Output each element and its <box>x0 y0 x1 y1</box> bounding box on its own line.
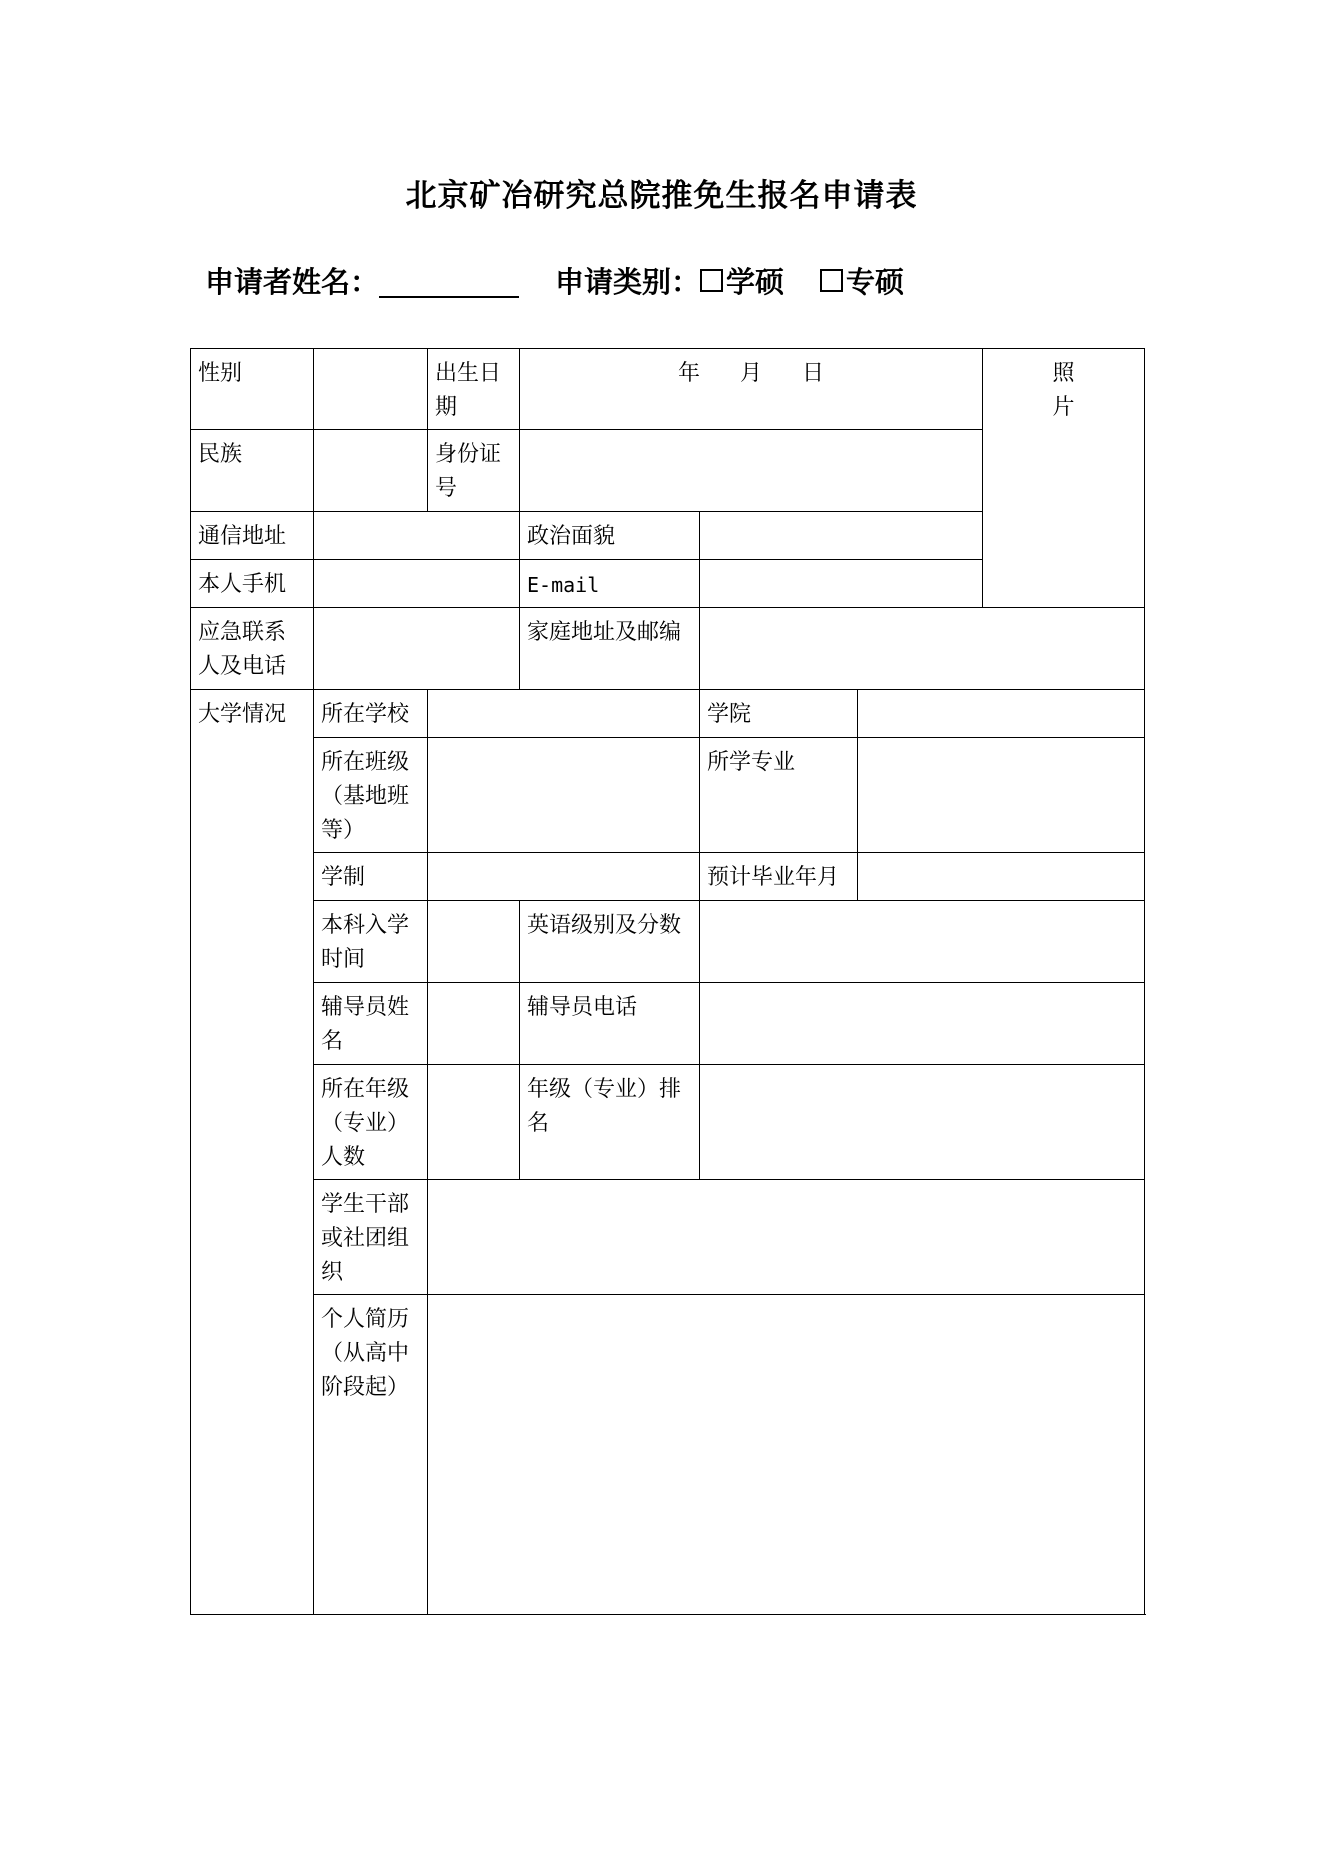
college-label: 学院 <box>700 690 858 738</box>
student-leader-field[interactable] <box>428 1180 1145 1295</box>
english-level-field[interactable] <box>700 901 1145 983</box>
political-status-field[interactable] <box>700 512 983 560</box>
enrollment-time-label: 本科入学时间 <box>314 901 428 983</box>
home-address-field[interactable] <box>700 608 1145 690</box>
class-field[interactable] <box>428 738 700 853</box>
category-label: 申请类别： <box>555 264 701 299</box>
political-status-label: 政治面貌 <box>520 512 700 560</box>
academic-checkbox[interactable] <box>700 269 723 292</box>
student-leader-label: 学生干部或社团组织 <box>314 1180 428 1295</box>
photo-label: 照片 <box>1052 361 1075 420</box>
grade-size-label: 所在年级（专业）人数 <box>314 1065 428 1180</box>
month-label: 月 <box>740 361 763 386</box>
emergency-contact-field[interactable] <box>314 608 520 690</box>
applicant-header <box>205 257 904 303</box>
resume-field[interactable] <box>428 1295 1145 1615</box>
email-label: E-mail <box>520 560 700 608</box>
emergency-contact-label: 应急联系人及电话 <box>191 608 314 690</box>
program-length-label: 学制 <box>314 853 428 901</box>
expected-graduation-field[interactable] <box>858 853 1145 901</box>
birth-date-label: 出生日期 <box>428 349 520 430</box>
counselor-phone-field[interactable] <box>700 983 1145 1065</box>
school-field[interactable] <box>428 690 700 738</box>
applicant-name-field[interactable] <box>379 262 519 298</box>
home-address-label: 家庭地址及邮编 <box>520 608 700 690</box>
applicant-name-label: 申请者姓名： <box>205 264 380 299</box>
grade-size-field[interactable] <box>428 1065 520 1180</box>
expected-graduation-label: 预计毕业年月 <box>700 853 858 901</box>
professional-checkbox[interactable] <box>820 269 843 292</box>
option-academic[interactable] <box>700 260 784 301</box>
ethnicity-label: 民族 <box>191 430 314 512</box>
email-field[interactable] <box>700 560 983 608</box>
academic-label: 学硕 <box>726 264 785 299</box>
enrollment-time-field[interactable] <box>428 901 520 983</box>
counselor-phone-label: 辅导员电话 <box>520 983 700 1065</box>
major-label: 所学专业 <box>700 738 858 853</box>
birth-date-field[interactable] <box>520 349 983 430</box>
id-number-field[interactable] <box>520 430 983 512</box>
year-label: 年 <box>677 361 700 386</box>
id-number-label: 身份证号 <box>428 430 520 512</box>
major-field[interactable] <box>858 738 1145 853</box>
mobile-label: 本人手机 <box>191 560 314 608</box>
grade-rank-field[interactable] <box>700 1065 1145 1180</box>
option-professional[interactable] <box>820 260 904 301</box>
mobile-field[interactable] <box>314 560 520 608</box>
class-label: 所在班级（基地班等） <box>314 738 428 853</box>
gender-field[interactable] <box>314 349 428 430</box>
resume-label: 个人简历（从高中阶段起） <box>314 1295 428 1615</box>
day-label: 日 <box>802 361 825 386</box>
counselor-name-label: 辅导员姓名 <box>314 983 428 1065</box>
ethnicity-field[interactable] <box>314 430 428 512</box>
english-level-label: 英语级别及分数 <box>520 901 700 983</box>
professional-label: 专硕 <box>846 264 905 299</box>
photo-area[interactable] <box>983 349 1145 608</box>
counselor-name-field[interactable] <box>428 983 520 1065</box>
form-title: 北京矿冶研究总院推免生报名申请表 <box>405 178 918 214</box>
application-form-table <box>190 348 1145 1615</box>
mailing-address-field[interactable] <box>314 512 520 560</box>
college-field[interactable] <box>858 690 1145 738</box>
university-label: 大学情况 <box>191 690 314 1615</box>
grade-rank-label: 年级（专业）排名 <box>520 1065 700 1180</box>
gender-label: 性别 <box>191 349 314 430</box>
program-length-field[interactable] <box>428 853 700 901</box>
mailing-address-label: 通信地址 <box>191 512 314 560</box>
school-label: 所在学校 <box>314 690 428 738</box>
